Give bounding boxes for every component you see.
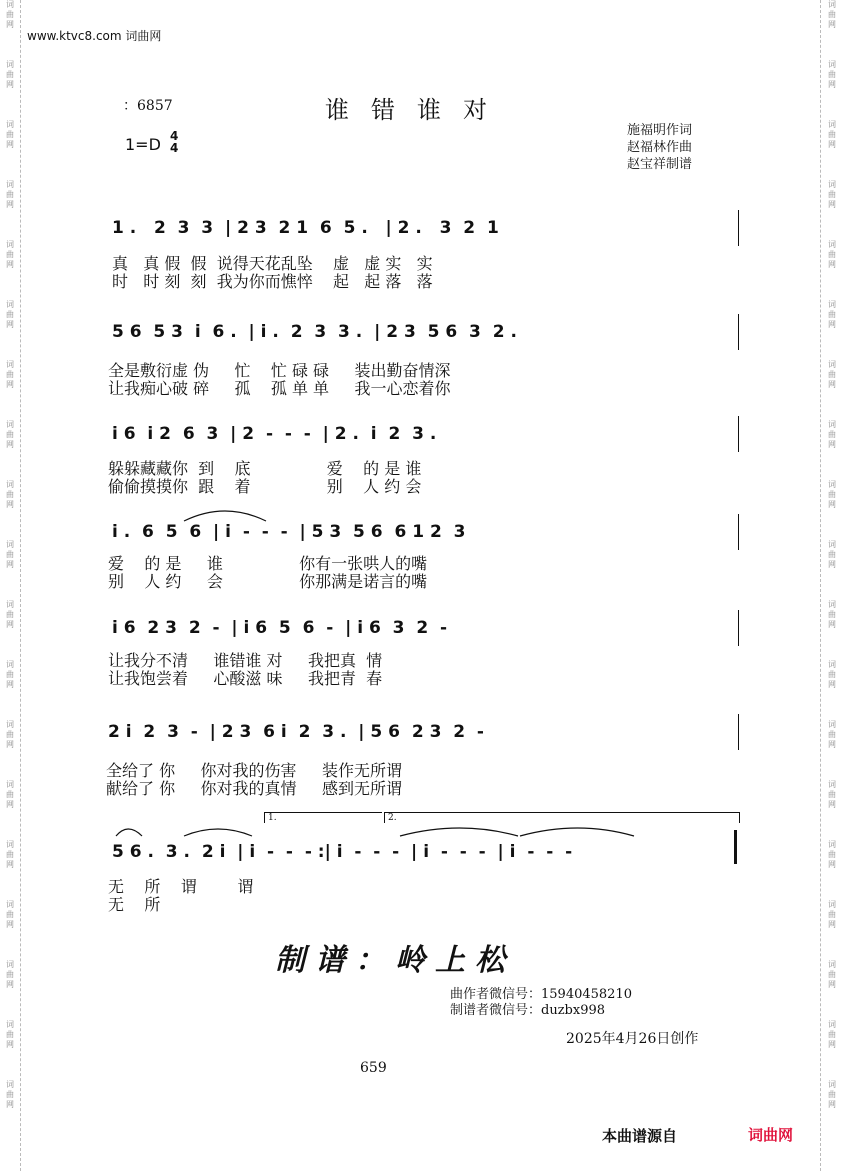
watermark-glyph: 词 曲 网 — [828, 120, 836, 149]
watermark-glyph: 词 曲 网 — [828, 900, 836, 929]
watermark-glyph: 词 曲 网 — [828, 480, 836, 509]
watermark-glyph: 词 曲 网 — [6, 1020, 14, 1049]
wechat-contacts — [450, 987, 632, 1019]
watermark-glyph: 词 曲 网 — [828, 600, 836, 629]
watermark-glyph: 词 曲 网 — [6, 360, 14, 389]
arranger: 赵宝祥制谱 — [627, 157, 693, 172]
system-1-lyrics-v2: 时 时 刻 刻 我为你而憔悴 起 起 落 落 — [112, 272, 433, 291]
watermark-glyph: 词 曲 网 — [6, 540, 14, 569]
system-5-notes: i 6 2 3 2 - | i 6 5 6 - | i 6 3 2 - — [112, 618, 448, 638]
brand-link[interactable]: 词曲网 — [748, 1126, 794, 1144]
volta-1-label: 1. — [268, 813, 277, 823]
watermark-glyph: 词 曲 网 — [828, 1080, 836, 1109]
system-6-notes: 2 i 2 3 - | 2 3 6 i 2 3 . | 5 6 2 3 2 - — [108, 722, 484, 742]
left-watermark — [4, 0, 16, 1171]
arranger-signature: 制谱：岭上松 — [275, 943, 515, 978]
watermark-glyph: 词 曲 网 — [6, 60, 14, 89]
watermark-glyph: 词 曲 网 — [828, 180, 836, 209]
barline — [738, 610, 739, 646]
watermark-glyph: 词 曲 网 — [6, 1080, 14, 1109]
arranger-wechat: 制谱者微信号：duzbx998 — [450, 1003, 606, 1018]
system-3-lyrics-v2: 偷偷摸摸你 跟 着 别 人 约 会 — [108, 477, 422, 496]
system-6-lyrics-v2: 献给了 你 你对我的真情 感到无所谓 — [106, 779, 402, 798]
composer: 赵福林作曲 — [627, 140, 693, 155]
barline — [738, 416, 739, 452]
creation-date: 2025年4月26日创作 — [566, 1031, 699, 1047]
watermark-glyph: 词 曲 网 — [828, 420, 836, 449]
source-label: 本曲谱源自 — [602, 1127, 678, 1145]
system-5-lyrics-v1: 让我分不清 谁错谁 对 我把真 情 — [108, 651, 383, 670]
system-1-lyrics-v1: 真 真 假 假 说得天花乱坠 虚 虚 实 实 — [112, 254, 433, 273]
watermark-glyph: 词 曲 网 — [828, 360, 836, 389]
system-7-lyrics-v1: 无 所 谓 谓 — [108, 877, 254, 896]
system-3-lyrics-v1: 躲躲藏藏你 到 底 爱 的 是 谁 — [108, 459, 422, 478]
watermark-glyph: 词 曲 网 — [6, 180, 14, 209]
watermark-glyph: 词 曲 网 — [6, 960, 14, 989]
song-number: ：6857 — [123, 98, 173, 114]
watermark-glyph: 词 曲 网 — [828, 840, 836, 869]
watermark-glyph: 词 曲 网 — [828, 60, 836, 89]
watermark-glyph: 词 曲 网 — [6, 0, 14, 29]
barline — [738, 714, 739, 750]
watermark-glyph: 词 曲 网 — [6, 660, 14, 689]
watermark-glyph: 词 曲 网 — [828, 0, 836, 29]
right-border-line — [820, 0, 821, 1171]
system-7-notes: 5 6 . 3 . 2 i | i - - - :| i - - - | i - - - | i - - - — [112, 842, 573, 862]
watermark-glyph: 词 曲 网 — [6, 480, 14, 509]
site-url[interactable]: www.ktvc8.com 词曲网 — [27, 29, 162, 43]
watermark-glyph: 词 曲 网 — [6, 780, 14, 809]
system-1-notes: 1 . 2 3 3 | 2 3 2 1 6 5 . | 2 . 3 2 1 — [112, 218, 499, 238]
watermark-glyph: 词 曲 网 — [828, 960, 836, 989]
system-4-notes: i . 6 5 6 | i - - - | 5 3 5 6 6 1 2 3 — [112, 522, 466, 542]
watermark-glyph: 词 曲 网 — [6, 840, 14, 869]
watermark-glyph: 词 曲 网 — [828, 1020, 836, 1049]
watermark-glyph: 词 曲 网 — [6, 300, 14, 329]
system-2-notes: 5 6 5 3 i 6 . | i . 2 3 3 . | 2 3 5 6 3 2 . — [112, 322, 517, 342]
barline — [738, 210, 739, 246]
system-4-lyrics-v2: 别 人 约 会 你那满是诺言的嘴 — [108, 572, 428, 591]
watermark-glyph: 词 曲 网 — [828, 720, 836, 749]
system-2-lyrics-v1: 全是敷衍虚 伪 忙 忙 碌 碌 装出勤奋情深 — [108, 361, 451, 380]
tie-arc — [180, 505, 270, 525]
composer-wechat: 曲作者微信号：15940458210 — [450, 987, 632, 1002]
credits — [627, 122, 692, 173]
watermark-glyph: 词 曲 网 — [6, 240, 14, 269]
watermark-glyph: 词 曲 网 — [828, 540, 836, 569]
system-5-lyrics-v2: 让我饱尝着 心酸滋 味 我把青 春 — [108, 669, 383, 688]
system-6-lyrics-v1: 全给了 你 你对我的伤害 装作无所谓 — [106, 761, 402, 780]
song-title: 谁错谁对 — [325, 96, 509, 124]
left-border-line — [20, 0, 21, 1171]
lyricist: 施福明作词 — [627, 123, 693, 138]
time-signature — [170, 130, 178, 154]
watermark-glyph: 词 曲 网 — [828, 240, 836, 269]
time-top: 4 — [170, 129, 179, 143]
system-2-lyrics-v2: 让我痴心破 碎 孤 孤 单 单 我一心恋着你 — [108, 379, 451, 398]
right-watermark — [826, 0, 838, 1171]
watermark-glyph: 词 曲 网 — [828, 300, 836, 329]
page-number: 659 — [360, 1060, 387, 1076]
system-4-lyrics-v1: 爱 的 是 谁 你有一张哄人的嘴 — [108, 554, 428, 573]
watermark-glyph: 词 曲 网 — [6, 420, 14, 449]
watermark-glyph: 词 曲 网 — [6, 900, 14, 929]
watermark-glyph: 词 曲 网 — [828, 660, 836, 689]
final-barline — [734, 830, 737, 864]
time-bottom: 4 — [170, 141, 179, 155]
system-3-notes: i 6 i 2 6 3 | 2 - - - | 2 . i 2 3 . — [112, 424, 437, 444]
watermark-glyph: 词 曲 网 — [828, 780, 836, 809]
watermark-glyph: 词 曲 网 — [6, 600, 14, 629]
volta-2-label: 2. — [388, 813, 397, 823]
watermark-glyph: 词 曲 网 — [6, 120, 14, 149]
key-signature: 1=D — [125, 135, 161, 154]
system-7-lyrics-v2: 无 所 — [108, 895, 161, 914]
barline — [738, 314, 739, 350]
barline — [738, 514, 739, 550]
watermark-glyph: 词 曲 网 — [6, 720, 14, 749]
